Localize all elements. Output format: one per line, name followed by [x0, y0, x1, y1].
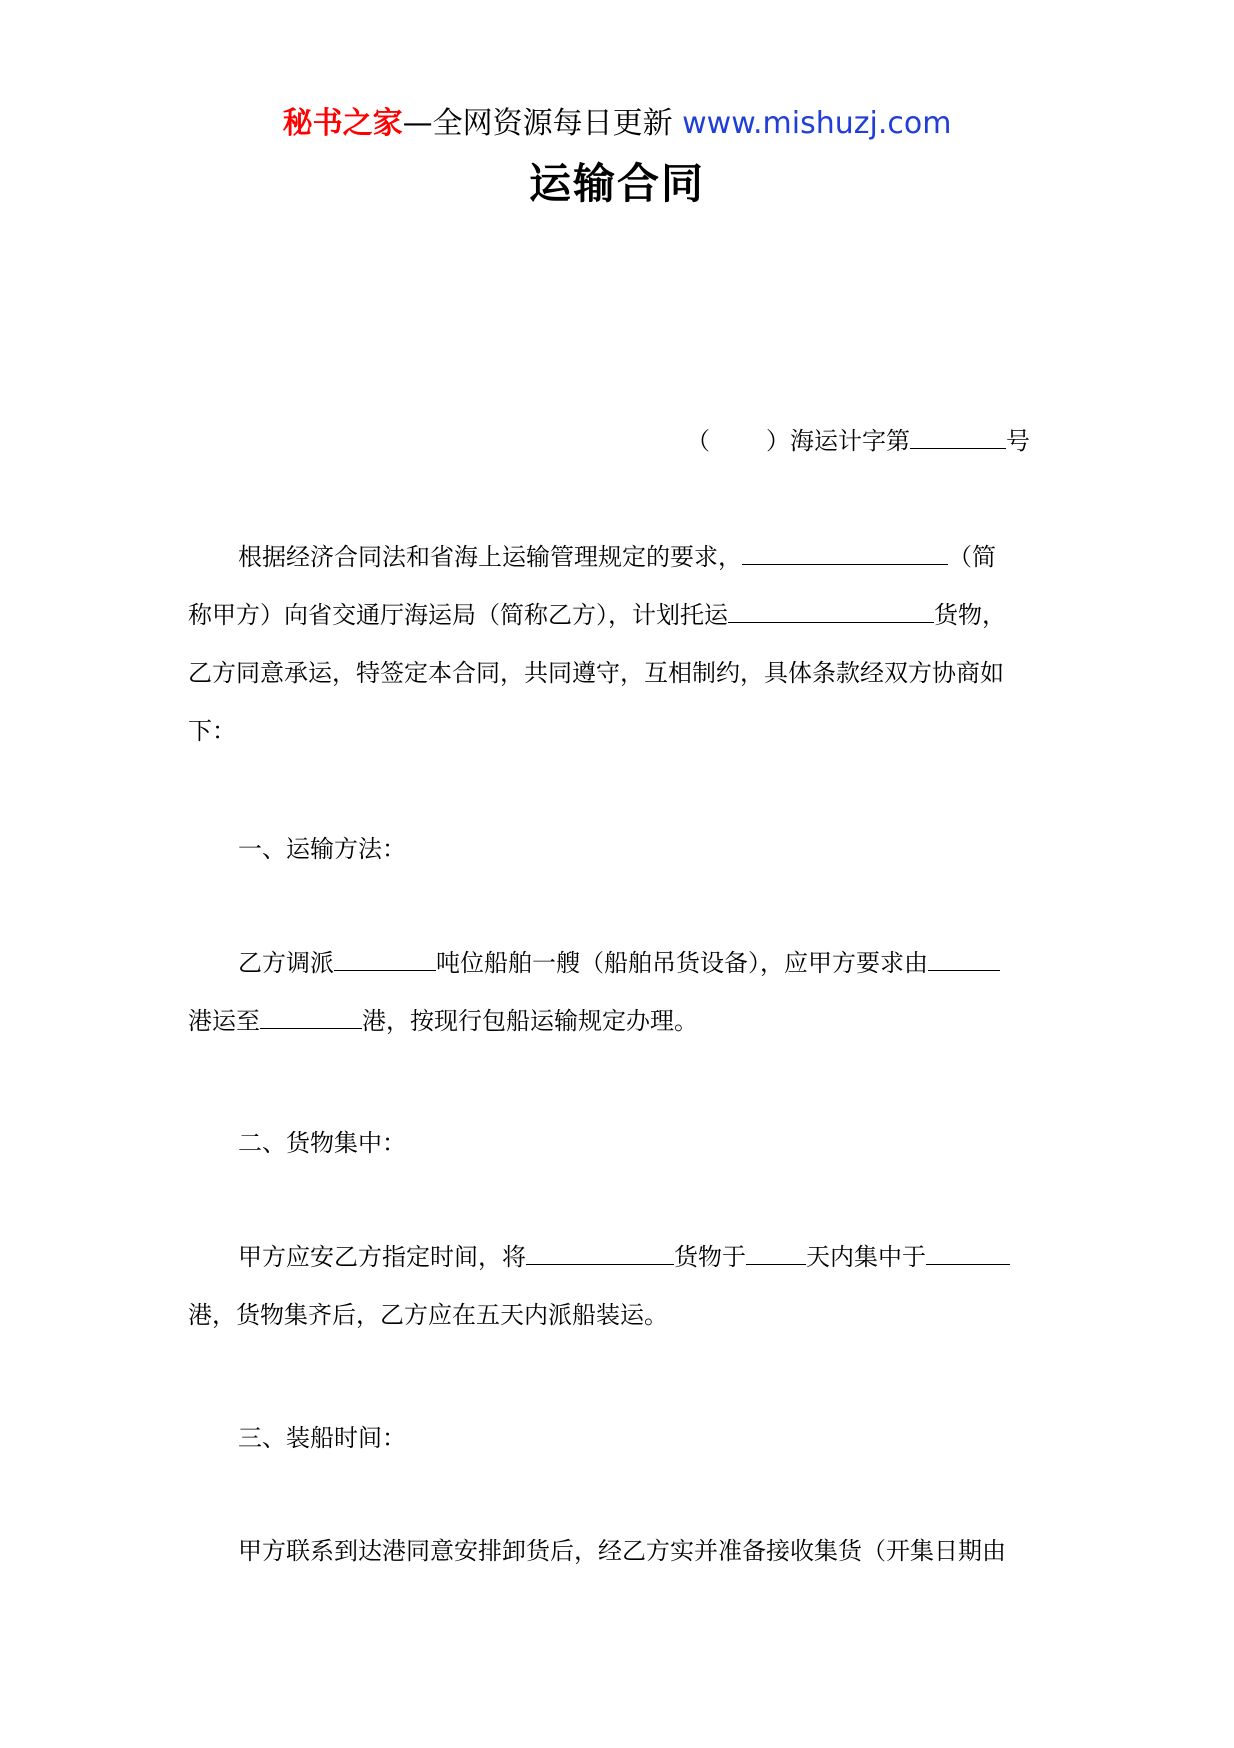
section-3-paragraph	[188, 1522, 1043, 1580]
section-1-line-2	[188, 992, 1043, 1050]
reference-label: ）海运计字第	[766, 427, 910, 455]
intro-text-1a: 根据经济合同法和省海上运输管理规定的要求，	[238, 543, 742, 571]
tonnage-blank	[334, 946, 436, 971]
section-1-text-2b: 港，按现行包船运输规定办理。	[362, 1007, 698, 1035]
origin-port-blank	[928, 946, 1000, 971]
goods-blank	[526, 1240, 674, 1265]
section-1-text-1a: 乙方调派	[238, 949, 334, 977]
section-1-heading: 一、运输方法：	[238, 835, 406, 863]
reference-number-blank	[910, 424, 1006, 449]
intro-text-2b: 货物，	[934, 601, 1006, 629]
intro-line-4: 下：	[188, 717, 236, 745]
cargo-blank	[728, 598, 934, 623]
collection-port-blank	[926, 1240, 1010, 1265]
section-2-text-1c: 天内集中于	[806, 1243, 926, 1271]
reference-open-paren: （	[686, 427, 710, 455]
section-2-line-1	[188, 1228, 1043, 1286]
intro-text-2a: 称甲方）向省交通厅海运局（简称乙方），计划托运	[188, 601, 728, 629]
intro-paragraph	[188, 528, 1043, 760]
section-2-text-1a: 甲方应安乙方指定时间，将	[238, 1243, 526, 1271]
section-1-paragraph	[188, 934, 1043, 1050]
section-1-line-1	[188, 934, 1043, 992]
section-2-heading: 二、货物集中：	[238, 1129, 406, 1157]
section-2-text-1b: 货物于	[674, 1243, 746, 1271]
reference-end: 号	[1006, 427, 1030, 455]
section-2-paragraph	[188, 1228, 1043, 1344]
intro-line-2	[188, 586, 1043, 644]
section-3-line-1: 甲方联系到达港同意安排卸货后，经乙方实并准备接收集货（开集日期由	[238, 1537, 1006, 1565]
intro-line-1	[188, 528, 1043, 586]
reference-number-line	[686, 424, 1030, 457]
document-title: 运输合同	[528, 159, 705, 208]
header-slogan: —全网资源每日更新	[402, 106, 683, 141]
section-2-line-2: 港，货物集齐后，乙方应在五天内派船装运。	[188, 1301, 668, 1329]
days-blank	[746, 1240, 806, 1265]
site-header	[0, 104, 1234, 144]
section-3-heading: 三、装船时间：	[238, 1424, 406, 1452]
party-a-blank	[742, 540, 948, 565]
intro-text-1b: （简	[948, 543, 996, 571]
destination-port-blank	[260, 1004, 362, 1029]
section-1-text-2a: 港运至	[188, 1007, 260, 1035]
section-1-text-1b: 吨位船舶一艘（船舶吊货设备），应甲方要求由	[436, 949, 928, 977]
intro-line-3: 乙方同意承运，特签定本合同，共同遵守，互相制约，具体条款经双方协商如	[188, 659, 1004, 687]
brand-name: 秘书之家	[282, 106, 403, 141]
site-url-link[interactable]: www.mishuzj.com	[682, 106, 952, 141]
